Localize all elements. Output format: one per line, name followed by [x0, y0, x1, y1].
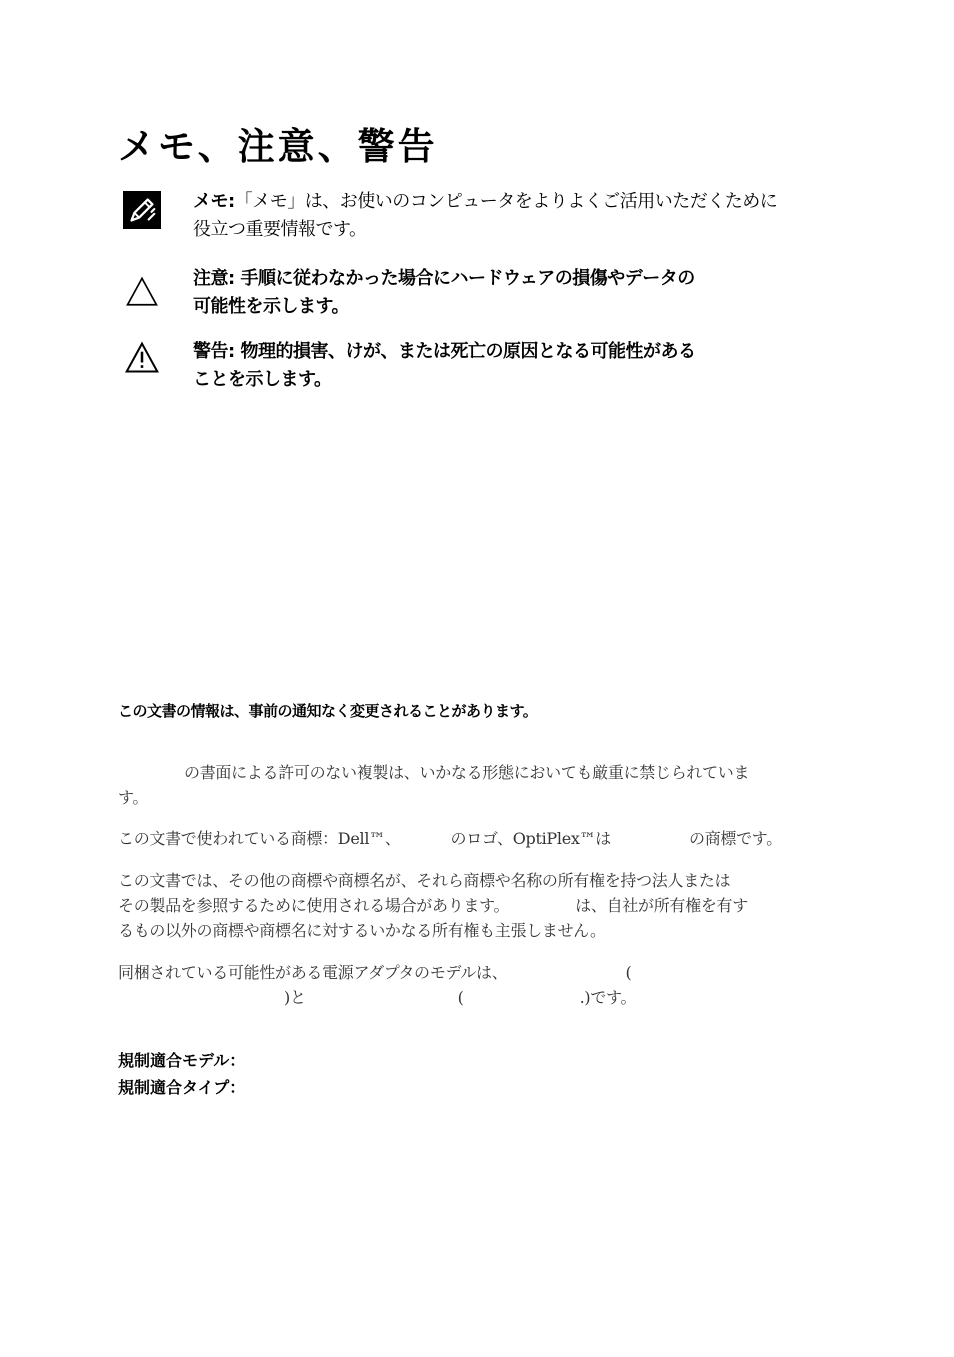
regulatory-model-label: 規制適合モデル：: [118, 1051, 246, 1070]
caution-text: [193, 265, 833, 321]
warning-notice: [118, 338, 818, 398]
warning-text: [193, 338, 833, 394]
memo-line2: 役立つ重要情報です。: [193, 219, 367, 240]
adapter-line2b: (: [457, 988, 464, 1007]
caution-label: 注意:: [193, 268, 235, 289]
adapter-line2c: .)です。: [579, 988, 637, 1007]
adapter-line1a: 同梱されている可能性がある電源アダプタのモデルは、: [118, 963, 508, 982]
trademarks-part2: のロゴ、OptiPlex™は: [450, 829, 611, 848]
adapter-paragraph: [118, 960, 848, 1010]
regulatory-block: [118, 1047, 245, 1101]
caution-triangle-icon: [123, 275, 161, 309]
warning-label: 警告:: [193, 341, 235, 362]
memo-notice: [118, 188, 818, 248]
other-trademarks-paragraph: [118, 868, 848, 943]
other-trademarks-line3: るもの以外の商標や商標名に対するいかなる所有権も主張しません。: [118, 921, 606, 940]
regulatory-type-label: 規制適合タイプ：: [118, 1078, 246, 1097]
info-change-notice: この文書の情報は、事前の通知なく変更されることがあります。: [118, 702, 538, 720]
adapter-line2a: )と: [284, 988, 306, 1007]
copyright-paragraph: [118, 760, 848, 810]
adapter-line1b: (: [625, 963, 632, 982]
other-trademarks-line2b: は、自社が所有権を有す: [575, 896, 748, 915]
caution-line1: 手順に従わなかった場合にハードウェアの損傷やデータの: [234, 268, 695, 289]
other-trademarks-line2a: その製品を参照するために使用される場合があります。: [118, 896, 510, 915]
pencil-note-icon: [123, 191, 161, 229]
trademarks-paragraph: [118, 826, 878, 851]
memo-label: メモ:: [193, 191, 235, 212]
caution-notice: [118, 265, 818, 325]
warning-line1: 物理的損害、けが、または死亡の原因となる可能性がある: [234, 341, 696, 362]
memo-line1: 「メモ」は、お使いのコンピュータをよりよくご活用いただくために: [234, 191, 778, 212]
other-trademarks-line1: この文書では、その他の商標や商標名が、それら商標や名称の所有権を持つ法人または: [118, 871, 731, 890]
copyright-line1: の書面による許可のない複製は、いかなる形態においても厳重に禁じられていま: [184, 763, 750, 782]
trademarks-part1: この文書で使われている商標：Dell™、: [118, 829, 401, 848]
copyright-line2: す。: [118, 788, 149, 807]
caution-line2: 可能性を示します。: [193, 296, 350, 317]
trademarks-part3: の商標です。: [689, 829, 782, 848]
page-title: メモ、注意、警告: [118, 125, 438, 168]
memo-text: [193, 188, 833, 244]
warning-triangle-icon: [123, 340, 161, 376]
warning-line2: ことを示します。: [193, 369, 332, 390]
